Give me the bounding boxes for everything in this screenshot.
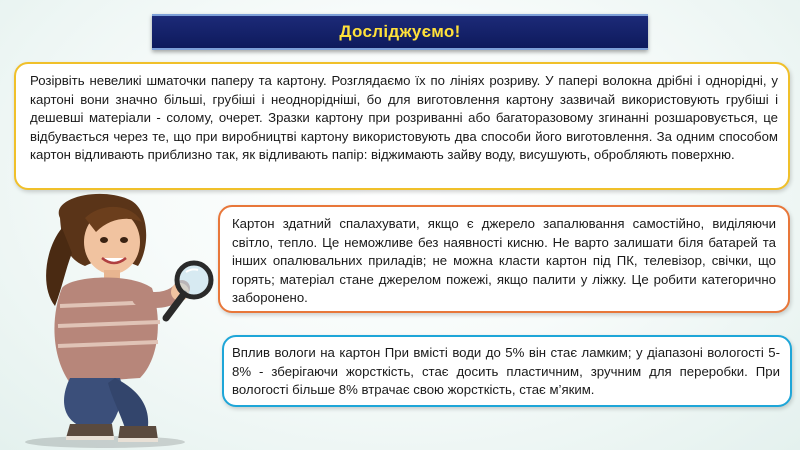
paper-cardboard-text-box: [14, 62, 790, 190]
page-title: Досліджуємо!: [339, 22, 461, 41]
girl-with-magnifying-glass-illustration: [0, 188, 225, 450]
fire-safety-text-box: [218, 205, 790, 313]
moisture-text: Вплив вологи на картон При вмісті води до 5% він стає ламким; у діапазоні вологості 5-8% - зберігаючи жорсткість, стає досить пластичним, зручним для переробки. При вологості більше 8% втрачає свою жорсткість, стає м’яким.: [232, 345, 780, 398]
fire-safety-text: Картон здатний спалахувати, якщо є джерело запалювання самостійно, виділяючи світло, тепло. Це неможливе без наявності кисню. Не варто залишати біля батарей та інших опалювальних приладів; не можна класти картон під ПК, телевізор, свічки, що горять; матеріал стане джерелом пожежі, якщо палити у ліжку. Це робити категорично заборонено.: [232, 216, 776, 306]
moisture-text-box: [222, 335, 792, 407]
paper-cardboard-text: Розірвіть невеликі шматочки паперу та картону. Розглядаємо їх по лініях розриву. У папері волокна дрібні і однорідні, у картоні вони значно більші, грубіші і неоднорідніші, бо для виготовлення картону зазвичай використовують грубіші і дешевші матеріали - солому, очерет. Зразки картону при розриванні або багаторазовому згинанні розшаровується, це відбувається через те, що при виробництві картону використовують два способи його виготовлення. За одним способом картон відливають приблизно так, як відливають папір: віджимають зайву воду, висушують, обробляють поверхню.: [30, 73, 778, 163]
title-banner: [152, 14, 648, 50]
